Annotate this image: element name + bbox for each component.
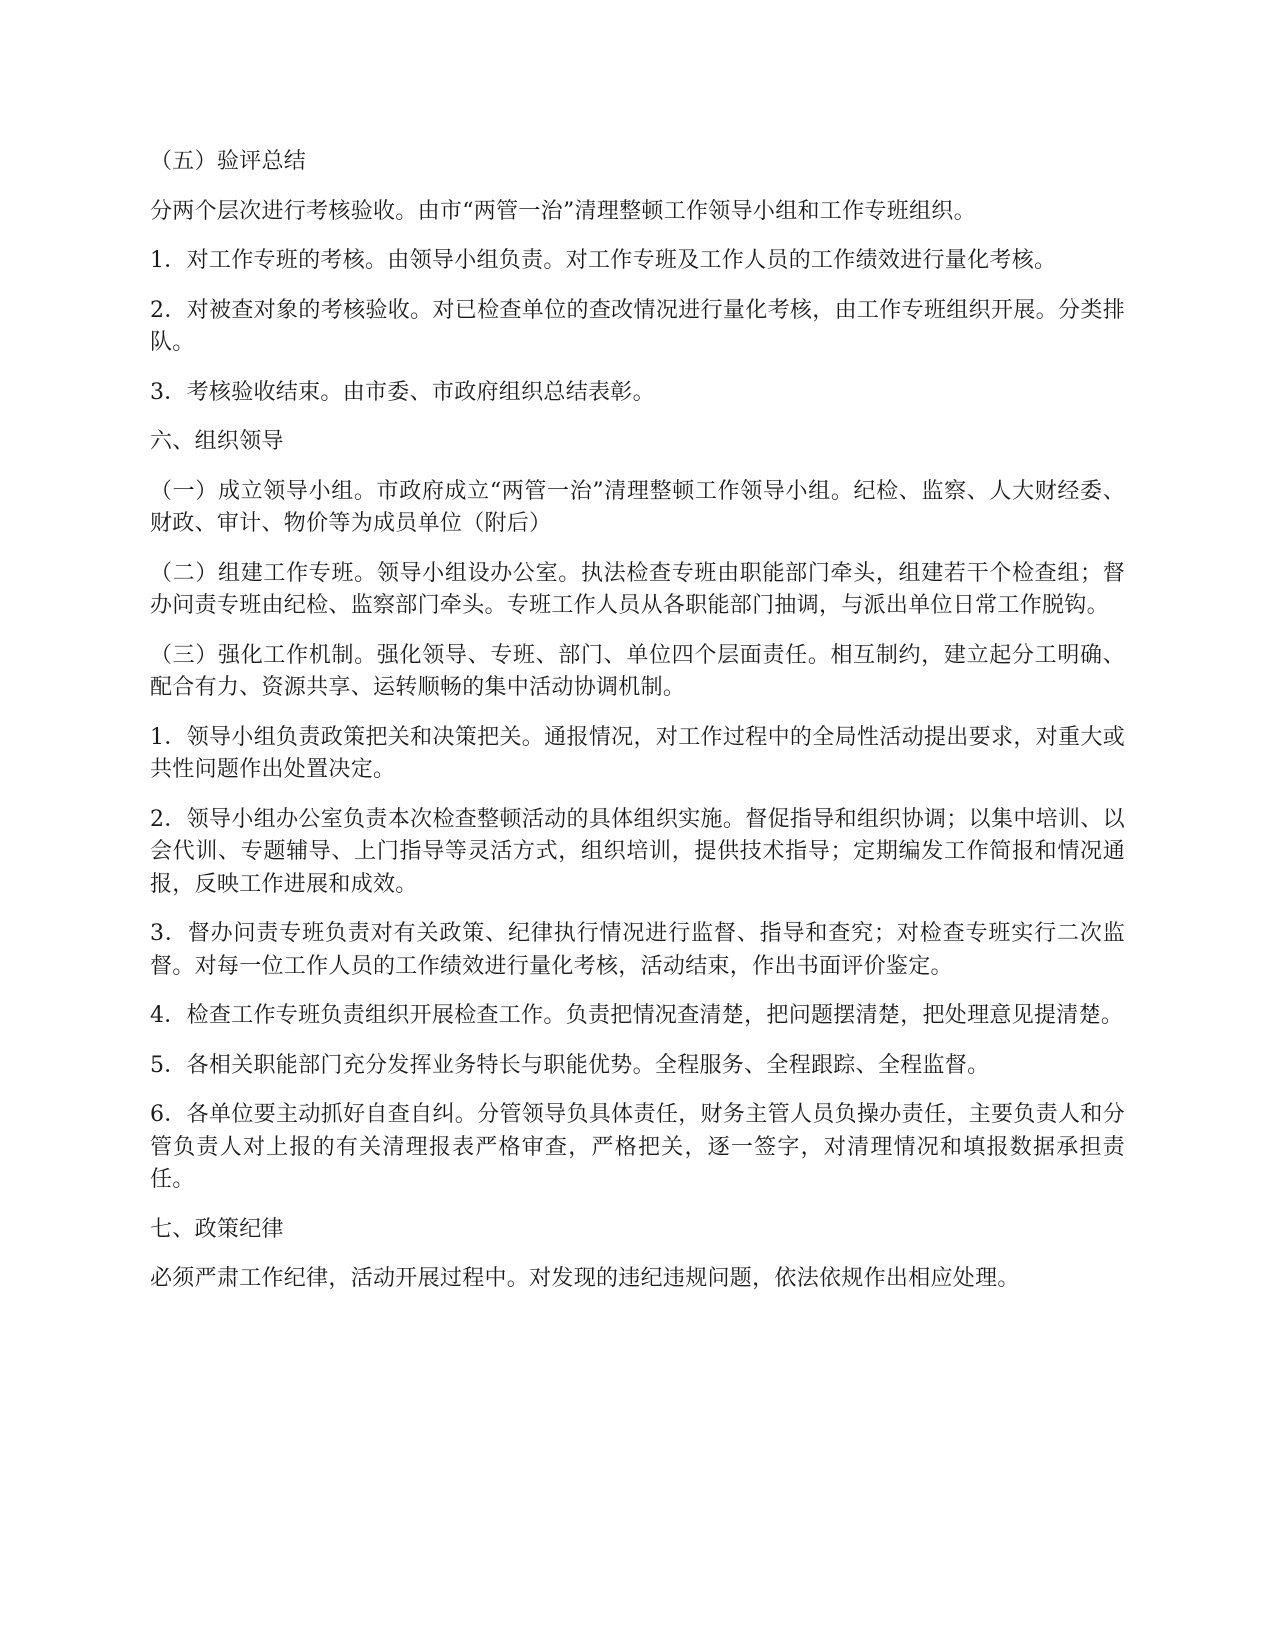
list-item-3-assessment-end: 3．考核验收结束。由市委、市政府组织总结表彰。	[150, 379, 655, 405]
list-item-5-departments-duty: 5．各相关职能部门充分发挥业务特长与职能优势。全程服务、全程跟踪、全程监督。	[150, 1052, 990, 1078]
list-item-3-supervision-duty: 3．督办问责专班负责对有关政策、纪律执行情况进行监督、指导和查究；对检查专班实行二次监督。对每一位工作人员的工作绩效进行量化考核，活动结束，作出书面评价鉴定。	[150, 921, 1125, 979]
list-item-1-leading-group-duty: 1．领导小组负责政策把关和决策把关。通报情况，对工作过程中的全局性活动提出要求，对重大或共性问题作出处置决定。	[150, 724, 1125, 782]
paragraph-leading-group: （一）成立领导小组。市政府成立“两管一治”清理整顿工作领导小组。纪检、监察、人大财经委、财政、审计、物价等为成员单位（附后）	[150, 478, 1125, 536]
paragraph-review-levels: 分两个层次进行考核验收。由市“两管一治”清理整顿工作领导小组和工作专班组织。	[150, 198, 976, 224]
list-item-1-task-force-assessment: 1．对工作专班的考核。由领导小组负责。对工作专班及工作人员的工作绩效进行量化考核。	[150, 248, 1057, 273]
list-item-2-inspected-assessment: 2．对被查对象的考核验收。对已检查单位的查改情况进行量化考核，由工作专班组织开展。分类排队。	[150, 297, 1125, 355]
document-body	[150, 146, 1125, 1313]
paragraph-task-force: （二）组建工作专班。领导小组设办公室。执法检查专班由职能部门牵头，组建若干个检查组；督办问责专班由纪检、监察部门牵头。专班工作人员从各职能部门抽调，与派出单位日常工作脱钩。	[150, 560, 1125, 618]
section-subheading-review-summary: （五）验评总结	[150, 149, 307, 174]
list-item-2-office-duty: 2．领导小组办公室负责本次检查整顿活动的具体组织实施。督促指导和组织协调；以集中培训、以会代训、专题辅导、上门指导等灵活方式，组织培训，提供技术指导；定期编发工作简报和情况通报，反映工作进展和成效。	[150, 806, 1125, 897]
list-item-6-units-duty: 6．各单位要主动抓好自查自纠。分管领导负具体责任，财务主管人员负操办责任，主要负责人和分管负责人对上报的有关清理报表严格审查，严格把关，逐一签字，对清理情况和填报数据承担责任。	[150, 1102, 1125, 1192]
list-item-4-inspection-duty: 4．检查工作专班负责组织开展检查工作。负责把情况查清楚，把问题摆清楚，把处理意见提清楚。	[150, 1003, 1124, 1028]
paragraph-discipline: 必须严肃工作纪律，活动开展过程中。对发现的违纪违规问题，依法依规作出相应处理。	[150, 1266, 1020, 1291]
paragraph-work-mechanism: （三）强化工作机制。强化领导、专班、部门、单位四个层面责任。相互制约，建立起分工明确、配合有力、资源共享、运转顺畅的集中活动协调机制。	[150, 642, 1125, 700]
section-heading-policy-discipline: 七、政策纪律	[150, 1216, 284, 1242]
section-heading-organization-leadership: 六、组织领导	[150, 429, 284, 454]
